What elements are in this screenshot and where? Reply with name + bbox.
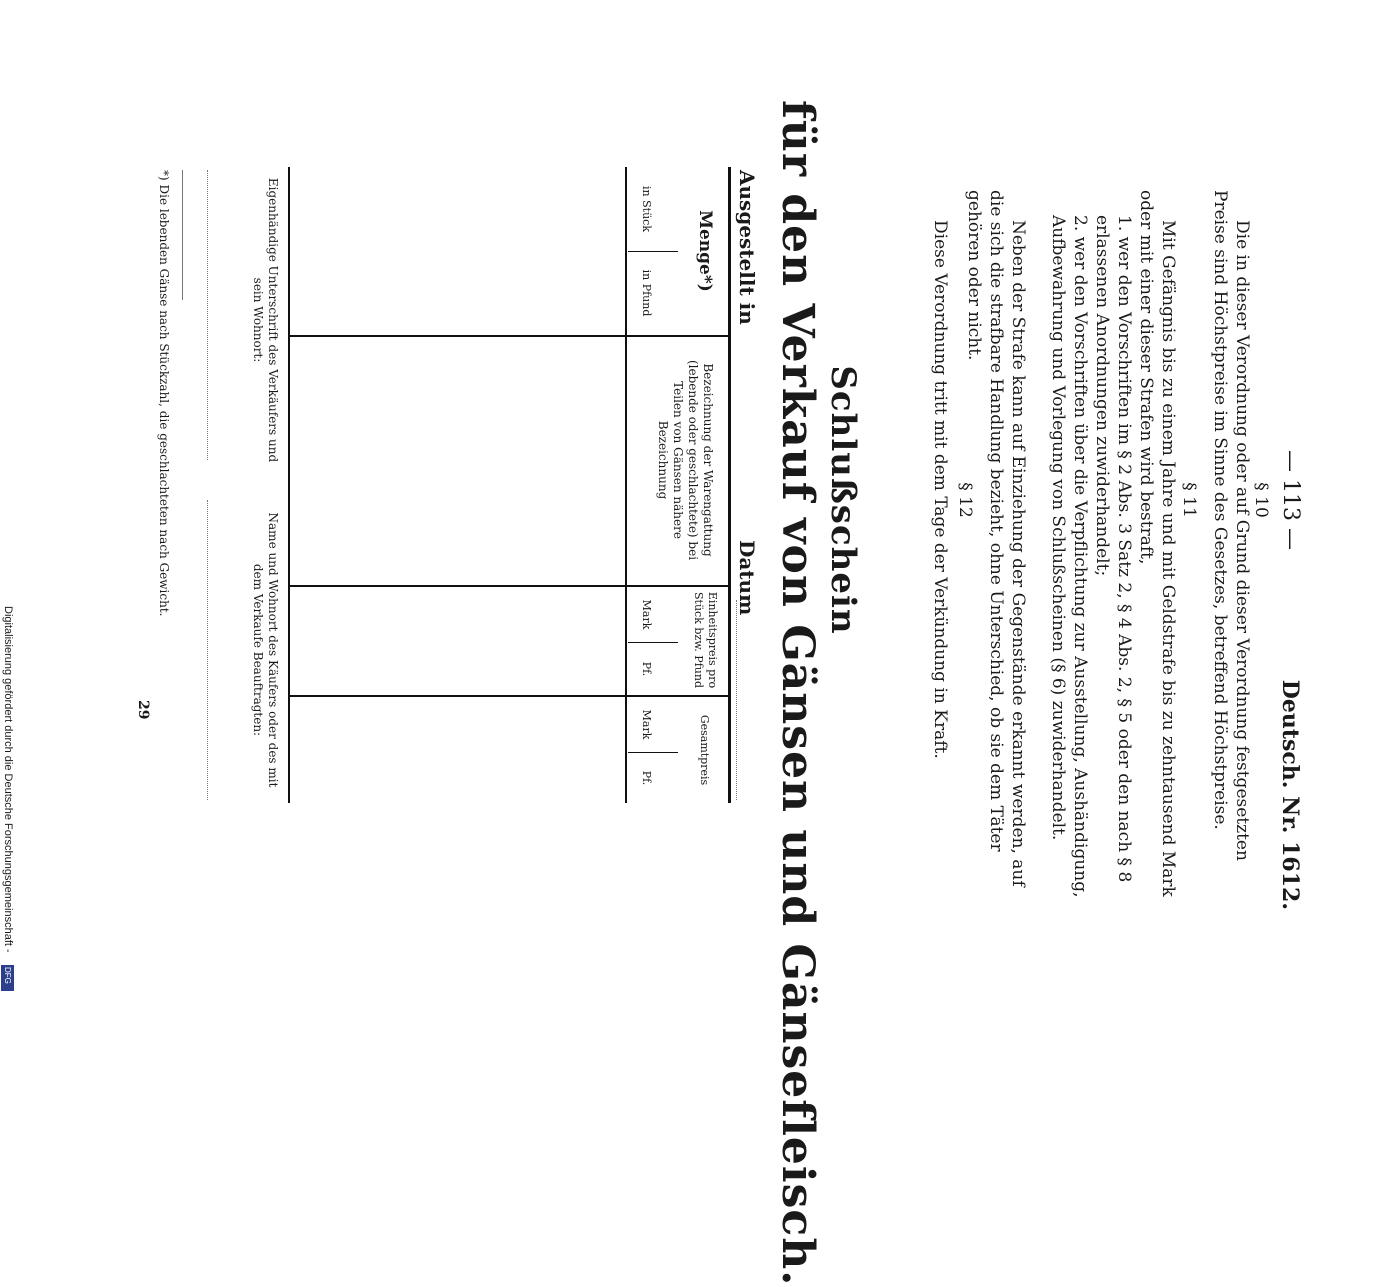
table-divider-3 bbox=[289, 695, 731, 697]
table-bottom-rule bbox=[288, 167, 290, 803]
seller-signature-line[interactable] bbox=[207, 170, 208, 460]
page-number: — 113 — bbox=[1278, 450, 1303, 550]
section-11-intro: Mit Gefängnis bis zu einem Jahre und mit Geldstrafe bis zu zehntausend Mark oder mit einer dieser Strafen wird bestraft, bbox=[1136, 190, 1178, 897]
column-description: Bezeichnung der Warengattung (lebende oder geschlachtete) bei Teilen von Gänsen nähere Bezeichnung bbox=[656, 359, 715, 561]
column-in-pieces: in Stück bbox=[640, 186, 653, 232]
section-12-text: Diese Verordnung tritt mit dem Tage der Verkündung in Kraft. bbox=[930, 220, 950, 759]
table-header-rule bbox=[625, 167, 627, 803]
unit-price-pf: Pf. bbox=[640, 661, 653, 677]
signature-mark: 29 bbox=[135, 700, 151, 720]
section-11-heading: § 11 bbox=[1179, 482, 1199, 518]
buyer-name-label: Name und Wohnort des Käufers oder des mit dem Verkaufe Beauftragten: bbox=[251, 512, 280, 788]
section-10-heading: § 10 bbox=[1251, 482, 1271, 518]
form-subtitle: für den Verkauf von Gänsen und Gänsefleisch. bbox=[772, 100, 823, 1287]
unit-price-mark: Mark bbox=[640, 599, 653, 630]
seller-signature-label: Eigenhändige Unterschrift des Verkäufers und sein Wohnort: bbox=[251, 177, 280, 463]
publication-number: Deutsch. Nr. 1612. bbox=[1277, 679, 1303, 910]
form-title: Schlußschein bbox=[823, 365, 863, 635]
section-11-item-1: 1. wer den Vorschriften im § 2 Abs. 3 Satz 2, § 4 Abs. 2, § 5 oder den nach § 8 erlassenen Anordnungen zuwiderhandelt; bbox=[1092, 215, 1134, 883]
unit-price-subdivider bbox=[628, 642, 678, 643]
date-label: Datum bbox=[735, 540, 759, 616]
column-quantity: Menge*) bbox=[695, 210, 715, 292]
date-dotted-line bbox=[736, 600, 737, 800]
column-in-pounds: in Pfund bbox=[640, 269, 653, 317]
section-11-item-2: 2. wer den Vorschriften über die Verpflichtung zur Ausstellung, Aushändigung, Aufbewahrung und Vorlegung von Schlußscheinen (§ 6) zuwiderhandelt. bbox=[1048, 215, 1090, 898]
table-divider-2 bbox=[289, 585, 731, 587]
table-top-rule bbox=[728, 167, 731, 803]
buyer-name-line[interactable] bbox=[207, 500, 208, 800]
total-price-mark: Mark bbox=[640, 709, 653, 740]
column-unit-price: Einheitspreis pro Stück bzw. Pfund bbox=[692, 591, 719, 689]
section-11-closing: Neben der Strafe kann auf Einziehung der Gegenstände erkannt werden, auf die sich die strafbare Handlung bezieht, ohne Unterschied, ob sie dem Täter gehören oder nicht. bbox=[964, 190, 1028, 887]
table-divider-1 bbox=[289, 335, 731, 337]
footnote: *) Die lebenden Gänse nach Stückzahl, die geschlachteten nach Gewicht. bbox=[157, 170, 171, 617]
footnote-rule bbox=[182, 170, 183, 300]
section-10-text: Die in dieser Verordnung oder auf Grund dieser Verordnung festgesetzten Preise sind Höchstpreise im Sinne des Gesetzes, betreffend Höchstpreise. bbox=[1210, 190, 1252, 861]
quantity-subdivider bbox=[628, 251, 678, 252]
total-price-subdivider bbox=[628, 752, 678, 753]
digitization-credit: Digitalisierung gefördert durch die Deutsche Forschungsgemeinschaft - bbox=[2, 606, 14, 953]
issued-in-label: Ausgestellt in bbox=[735, 170, 759, 325]
total-price-pf: Pf. bbox=[640, 770, 653, 786]
dfg-logo: DFG bbox=[1, 965, 14, 991]
column-total-price: Gesamtpreis bbox=[698, 714, 711, 786]
section-12-heading: § 12 bbox=[955, 482, 975, 518]
